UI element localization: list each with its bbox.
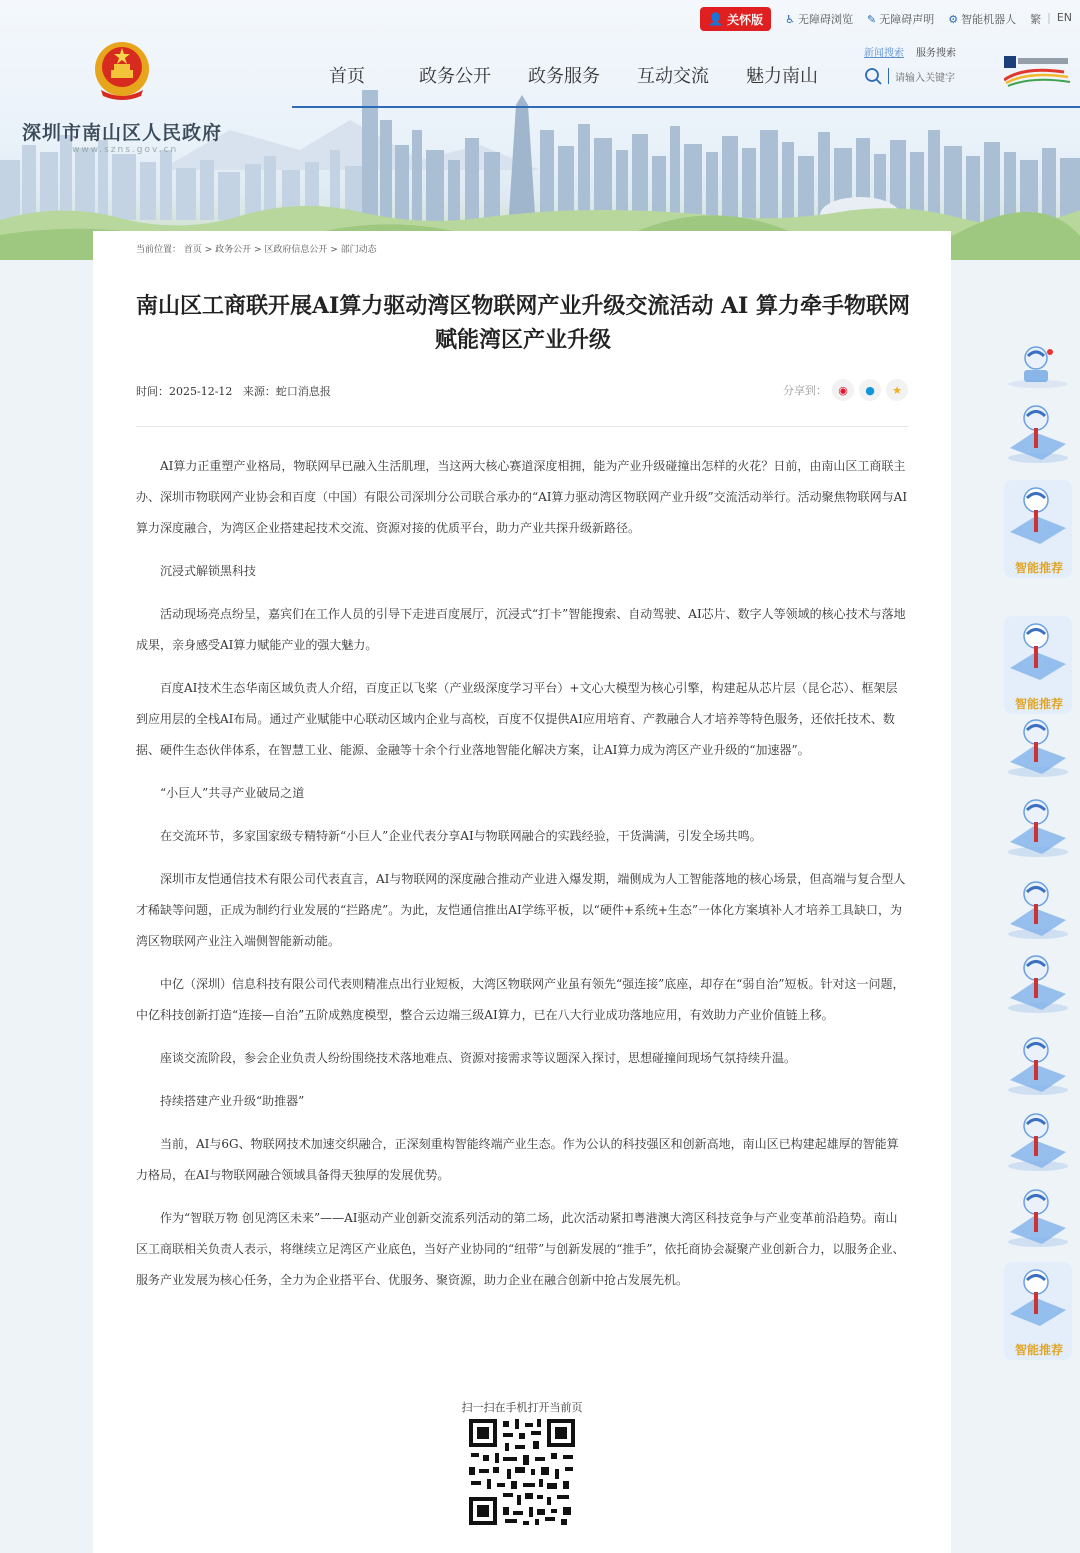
care-mode-button[interactable]: 👤 关怀版	[700, 7, 771, 31]
smart-recommend-label: 智能推荐	[1014, 561, 1063, 575]
robot-assistant-icon[interactable]	[1004, 796, 1072, 858]
article-container	[93, 231, 951, 1553]
smart-recommend-label: 智能推荐	[1014, 1343, 1063, 1357]
publish-date: 2025-12-12	[169, 385, 233, 398]
lang-separator: |	[1047, 11, 1051, 24]
accessible-statement-link[interactable]: ✎ 无障碍声明	[867, 12, 935, 26]
source-label: 来源：	[242, 385, 276, 398]
site-title[interactable]: 深圳市南山区人民政府	[22, 122, 223, 144]
article-paragraph: AI算力正重塑产业格局，物联网早已融入生活肌理，当这两大核心赛道深度相拥，能为产业升级碰撞出怎样的火花？日前，由南山区工商联主办、深圳市物联网产业协会和百度（中国）有限公司深圳分公司联合承办的“AI算力驱动湾区物联网产业升级”交流活动举行。活动聚焦物联网与AI算力深度融合，为湾区企业搭建起技术交流、资源对接的优质平台，助力产业共探升级新路径。	[136, 459, 908, 535]
article-body	[136, 451, 908, 1308]
top-utility-bar	[700, 6, 1080, 32]
weibo-icon[interactable]: ◉	[832, 379, 854, 401]
breadcrumb[interactable]: 当前位置： 首页 > 政务公开 > 区政府信息公开 > 部门动态	[136, 245, 377, 255]
article-source: 蛇口消息报	[275, 385, 331, 398]
search-area	[864, 44, 956, 85]
robot-assistant-icon[interactable]	[1004, 716, 1072, 778]
smart-recommend-robot[interactable]	[1004, 616, 1072, 714]
robot-assistant-icon[interactable]	[1004, 1186, 1072, 1248]
nav-item-interaction[interactable]: 互动交流	[637, 66, 709, 87]
article-paragraph: 座谈交流阶段，参会企业负责人纷纷围绕技术落地难点、资源对接需求等议题深入探讨，思想碰撞间现场气氛持续升温。	[160, 1051, 797, 1065]
smart-recommend-label: 智能推荐	[1014, 697, 1063, 711]
article-subheading: 沉浸式解锁黑科技	[160, 564, 257, 578]
service-search-link[interactable]: 服务搜索	[916, 48, 956, 59]
article-subheading: “小巨人”共寻产业破局之道	[160, 786, 305, 800]
main-navigation	[292, 56, 1080, 108]
nav-item-gov-services[interactable]: 政务服务	[528, 66, 600, 87]
site-domain: www.szns.gov.cn	[72, 145, 179, 155]
article-paragraph: 百度AI技术生态华南区域负责人介绍，百度正以飞桨（产业级深度学习平台）+文心大模型为核心引擎，构建起从芯片层（昆仑芯）、框架层到应用层的全栈AI布局。通过产业赋能中心联动区域内企业与高校，百度不仅提供AI应用培育、产教融合人才培养等特色服务，还依托技术、数据、硬件生态伙伴体系，在智慧工业、能源、金融等十余个行业落地智能化解决方案，让AI算力成为湾区产业升级的“加速器”。	[136, 681, 898, 757]
qr-caption: 扫一扫在手机打开当前页	[461, 1401, 583, 1414]
smart-robot-link[interactable]: ⚙ 智能机器人	[948, 12, 1017, 26]
shenzhen-gov-online-logo[interactable]	[1004, 54, 1072, 88]
search-divider	[888, 68, 889, 84]
time-label: 时间：	[136, 385, 169, 398]
robot-assistant-icon[interactable]	[1004, 952, 1072, 1014]
lang-traditional-link[interactable]: 繁	[1030, 13, 1042, 26]
article-paragraph: 中亿（深圳）信息科技有限公司代表则精准点出行业短板，大湾区物联网产业虽有领先“强连接”底座，却存在“弱自治”短板。针对这一问题，中亿科技创新打造“连接—自治”五阶成熟度模型，整合云边端三级AI算力，已在八大行业成功落地应用，有效助力产业价值链上移。	[136, 977, 905, 1022]
article-paragraph: 深圳市友恺通信技术有限公司代表直言，AI与物联网的深度融合推动产业进入爆发期，端侧成为人工智能落地的核心场景，但高端与复合型人才稀缺等问题，正成为制约行业发展的“拦路虎”。为此，友恺通信推出AI学练平板，以“硬件+系统+生态”一体化方案填补人才培养工具缺口，为湾区物联网产业注入端侧智能新动能。	[136, 872, 906, 948]
robot-assistant-icon[interactable]	[1004, 1034, 1072, 1096]
favorite-star-icon[interactable]: ★	[886, 379, 908, 401]
person-icon: 👤	[708, 12, 724, 26]
qr-code-icon	[467, 1417, 577, 1527]
header-banner	[0, 0, 1080, 260]
article-paragraph: 在交流环节，多家国家级专精特新“小巨人”企业代表分享AI与物联网融合的实践经验，干货满满，引发全场共鸣。	[160, 829, 762, 843]
article-paragraph: 当前，AI与6G、物联网技术加速交织融合，正深刻重构智能终端产业生态。作为公认的科技强区和创新高地，南山区已构建起雄厚的智能算力格局，在AI与物联网融合领域具备得天独厚的发展优势。	[136, 1137, 899, 1182]
nav-item-gov-affairs[interactable]: 政务公开	[419, 66, 491, 87]
article-meta	[136, 383, 331, 399]
lang-english-link[interactable]: EN	[1056, 11, 1072, 24]
robot-assistant-icon[interactable]	[1004, 1110, 1072, 1172]
nav-item-home[interactable]: 首页	[329, 66, 365, 87]
robot-assistant-icon[interactable]	[1004, 402, 1072, 464]
news-search-link[interactable]: 新闻搜索	[864, 48, 904, 59]
share-label: 分享到：	[783, 384, 827, 397]
accessible-browse-link[interactable]: ♿ 无障碍浏览	[785, 12, 853, 26]
title-divider	[136, 426, 908, 427]
robot-icon: ⚙	[948, 12, 959, 26]
edit-icon: ✎	[867, 12, 877, 26]
robot-assistant-icon[interactable]	[1004, 344, 1072, 388]
smart-recommend-robot[interactable]	[1004, 1262, 1072, 1360]
smart-recommend-robot[interactable]	[1004, 480, 1072, 578]
article-paragraph: 活动现场亮点纷呈，嘉宾们在工作人员的引导下走进百度展厅，沉浸式“打卡”智能搜索、自动驾驶、AI芯片、数字人等领域的核心技术与落地成果，亲身感受AI算力赋能产业的强大魅力。	[136, 607, 906, 652]
search-icon[interactable]	[864, 67, 882, 85]
national-emblem-icon[interactable]	[93, 40, 151, 102]
nav-item-charm-nanshan[interactable]: 魅力南山	[746, 66, 818, 87]
search-box[interactable]	[864, 67, 956, 85]
qq-icon[interactable]: ●	[859, 379, 881, 401]
accessibility-icon: ♿	[785, 12, 795, 26]
article-title: 南山区工商联开展AI算力驱动湾区物联网产业升级交流活动 AI 算力牵手物联网 赋能湾区产业升级	[135, 293, 911, 353]
share-bar	[783, 379, 908, 401]
search-input[interactable]: 请输入关键字	[895, 72, 955, 84]
article-subheading: 持续搭建产业升级“助推器”	[160, 1094, 305, 1108]
article-paragraph: 作为“智联万物 创见湾区未来”——AI驱动产业创新交流系列活动的第二场，此次活动紧扣粤港澳大湾区科技竞争与产业变革前沿趋势。南山区工商联相关负责人表示，将继续立足湾区产业底色，当好产业协同的“纽带”与创新发展的“推手”，依托商协会凝聚产业创新合力，以服务企业、服务产业发展为核心任务，全力为企业搭平台、优服务、聚资源，助力企业在融合创新中抢占发展先机。	[136, 1211, 905, 1287]
robot-assistant-icon[interactable]	[1004, 878, 1072, 940]
